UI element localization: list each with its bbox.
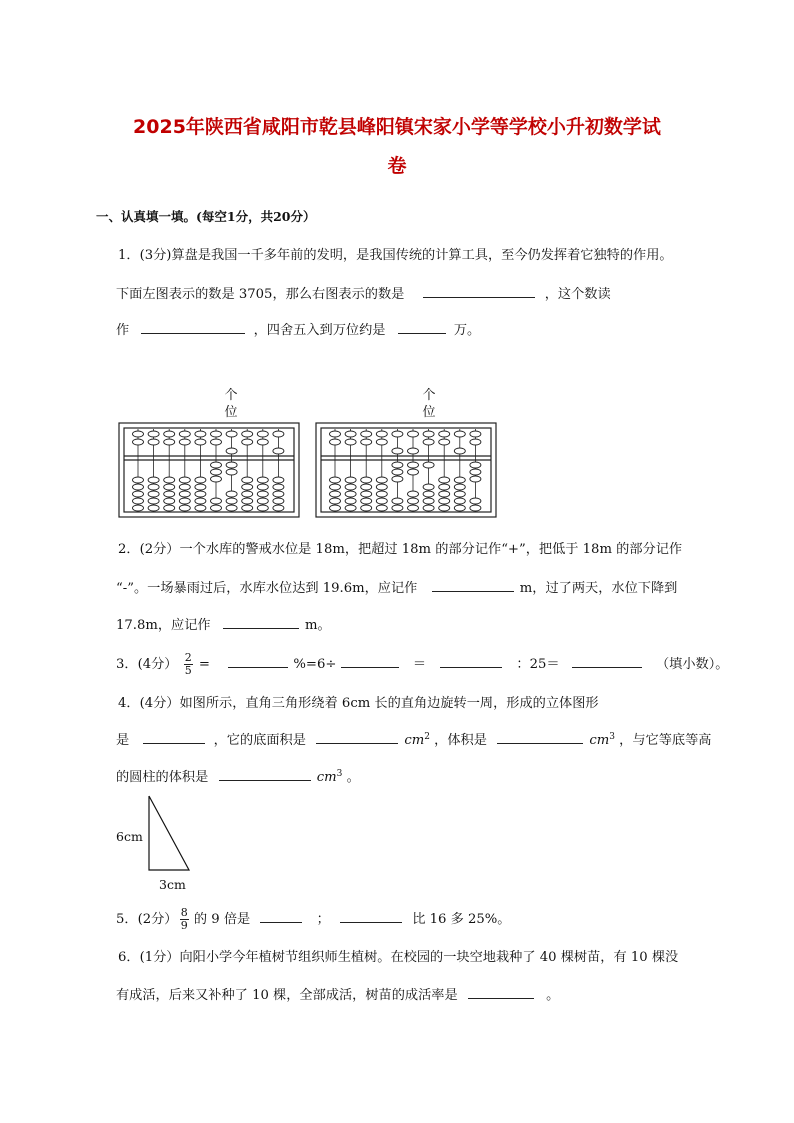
q1-line2 [116, 283, 611, 302]
q1-text-e: 万。 [453, 323, 481, 338]
q3-prefix: 3．(4分） [116, 657, 178, 672]
q5-text-a: 的 9 倍是 [193, 912, 251, 927]
q4-text-b: ，它的底面积是 [213, 733, 306, 748]
q4-line1: 4．(4分）如图所示，直角三角形绕着 6cm 长的直角边旋转一周，形成的立体图形 [118, 696, 599, 711]
q2-line1: 2．(2分）一个水库的警戒水位是 18m，把超过 18m 的部分记作“+”，把低于 18m 的部分记作 [118, 542, 683, 557]
q4-line2: 是 ，它的底面积是 $cm^2$ ，体积是 $cm^3$ ，与它等底等高 [116, 732, 712, 748]
q3-fraction: $\frac{2}{5}$ [184, 651, 192, 677]
q1-text-a: 下面左图表示的数是 3705，那么右图表示的数是 [116, 287, 405, 302]
section-heading: 一、认真填一填。(每空1分，共20分） [96, 209, 316, 224]
q4-unit-cm-3: cm [316, 770, 337, 785]
q3-blank-1[interactable] [228, 655, 288, 668]
q2-line3 [116, 614, 331, 633]
q6-line1: 6．(1分）向阳小学今年植树节组织师生植树。在校园的一块空地栽种了 40 棵树苗，有 10 棵没 [118, 950, 679, 965]
q2-text-d: m。 [305, 618, 331, 633]
q5-line [116, 907, 510, 932]
q1-text-d: ，四舍五入到万位约是 [253, 323, 386, 338]
triangle-height-label: 6cm [116, 829, 143, 844]
q4-text-a: 是 [116, 733, 130, 748]
q4-text-h: 。 [346, 770, 360, 785]
q5-fraction: $\frac{8}{9}$ [180, 906, 188, 932]
q2-line2 [116, 577, 677, 596]
q4-text-f: ，与它等底等高 [619, 733, 712, 748]
q2-text-b: m，过了两天，水位下降到 [519, 581, 678, 596]
q2-text-a: “-”。一场暴雨过后，水库水位达到 19.6m，应记作 [116, 581, 418, 596]
q1-line3 [116, 319, 480, 338]
abacus-left-label: 个 位 [224, 388, 238, 420]
q4-blank-shape[interactable] [143, 731, 205, 744]
q5-blank-2[interactable] [340, 910, 402, 923]
q1-blank-number[interactable] [423, 285, 535, 298]
q4-line3: 的圆柱的体积是 $cm^3$ 。 [116, 769, 360, 785]
q3-pct: %=6÷ [293, 657, 337, 672]
q6-blank-rate[interactable] [468, 986, 534, 999]
q2-text-c: 17.8m，应记作 [116, 618, 211, 633]
abacus-right-figure [315, 422, 497, 518]
q2-blank-2[interactable] [223, 616, 299, 629]
q4-blank-cylinder[interactable] [219, 768, 311, 781]
q3-ratio: ：25＝ [516, 657, 560, 672]
q5-prefix: 5．(2分） [116, 912, 178, 927]
q4-text-d: ，体积是 [434, 733, 487, 748]
q3-line [116, 652, 729, 677]
q4-text-g: 的圆柱的体积是 [116, 770, 209, 785]
q4-blank-base-area[interactable] [316, 731, 398, 744]
q1-text-c: 作 [116, 323, 130, 338]
q3-blank-4[interactable] [572, 655, 642, 668]
q6-line2 [116, 984, 559, 1003]
q1-blank-rounded[interactable] [398, 321, 446, 334]
q4-unit-cm-2: cm [589, 733, 610, 748]
q4-blank-volume[interactable] [497, 731, 583, 744]
right-triangle-figure [145, 794, 195, 874]
q3-eq2: ＝ [412, 657, 426, 672]
q5-text-b: 比 16 多 25%。 [412, 912, 511, 927]
q4-unit-cm-1: cm [404, 733, 425, 748]
q2-blank-1[interactable] [432, 579, 514, 592]
q5-sep: ； [316, 912, 330, 927]
q6-text-a: 有成活，后来又补种了 10 棵，全部成活，树苗的成活率是 [116, 988, 458, 1003]
q1-blank-reading[interactable] [141, 321, 245, 334]
q5-blank-1[interactable] [260, 910, 302, 923]
abacus-left-figure [118, 422, 300, 518]
q3-blank-2[interactable] [341, 655, 399, 668]
exam-title-line1: 2025年陕西省咸阳市乾县峰阳镇宋家小学等学校小升初数学试 [133, 116, 661, 138]
q1-text-b: ，这个数读 [544, 287, 611, 302]
q3-eq1: = [198, 657, 210, 672]
q1-line1: 1．(3分)算盘是我国一千多年前的发明，是我国传统的计算工具，至今仍发挥着它独特的作用。 [118, 248, 673, 263]
q3-note: （填小数）。 [655, 657, 729, 672]
abacus-right-label: 个 位 [422, 388, 436, 420]
q6-text-b: 。 [546, 988, 560, 1003]
exam-title-line2: 卷 [387, 155, 407, 177]
q3-blank-3[interactable] [440, 655, 502, 668]
triangle-base-label: 3cm [159, 877, 186, 892]
